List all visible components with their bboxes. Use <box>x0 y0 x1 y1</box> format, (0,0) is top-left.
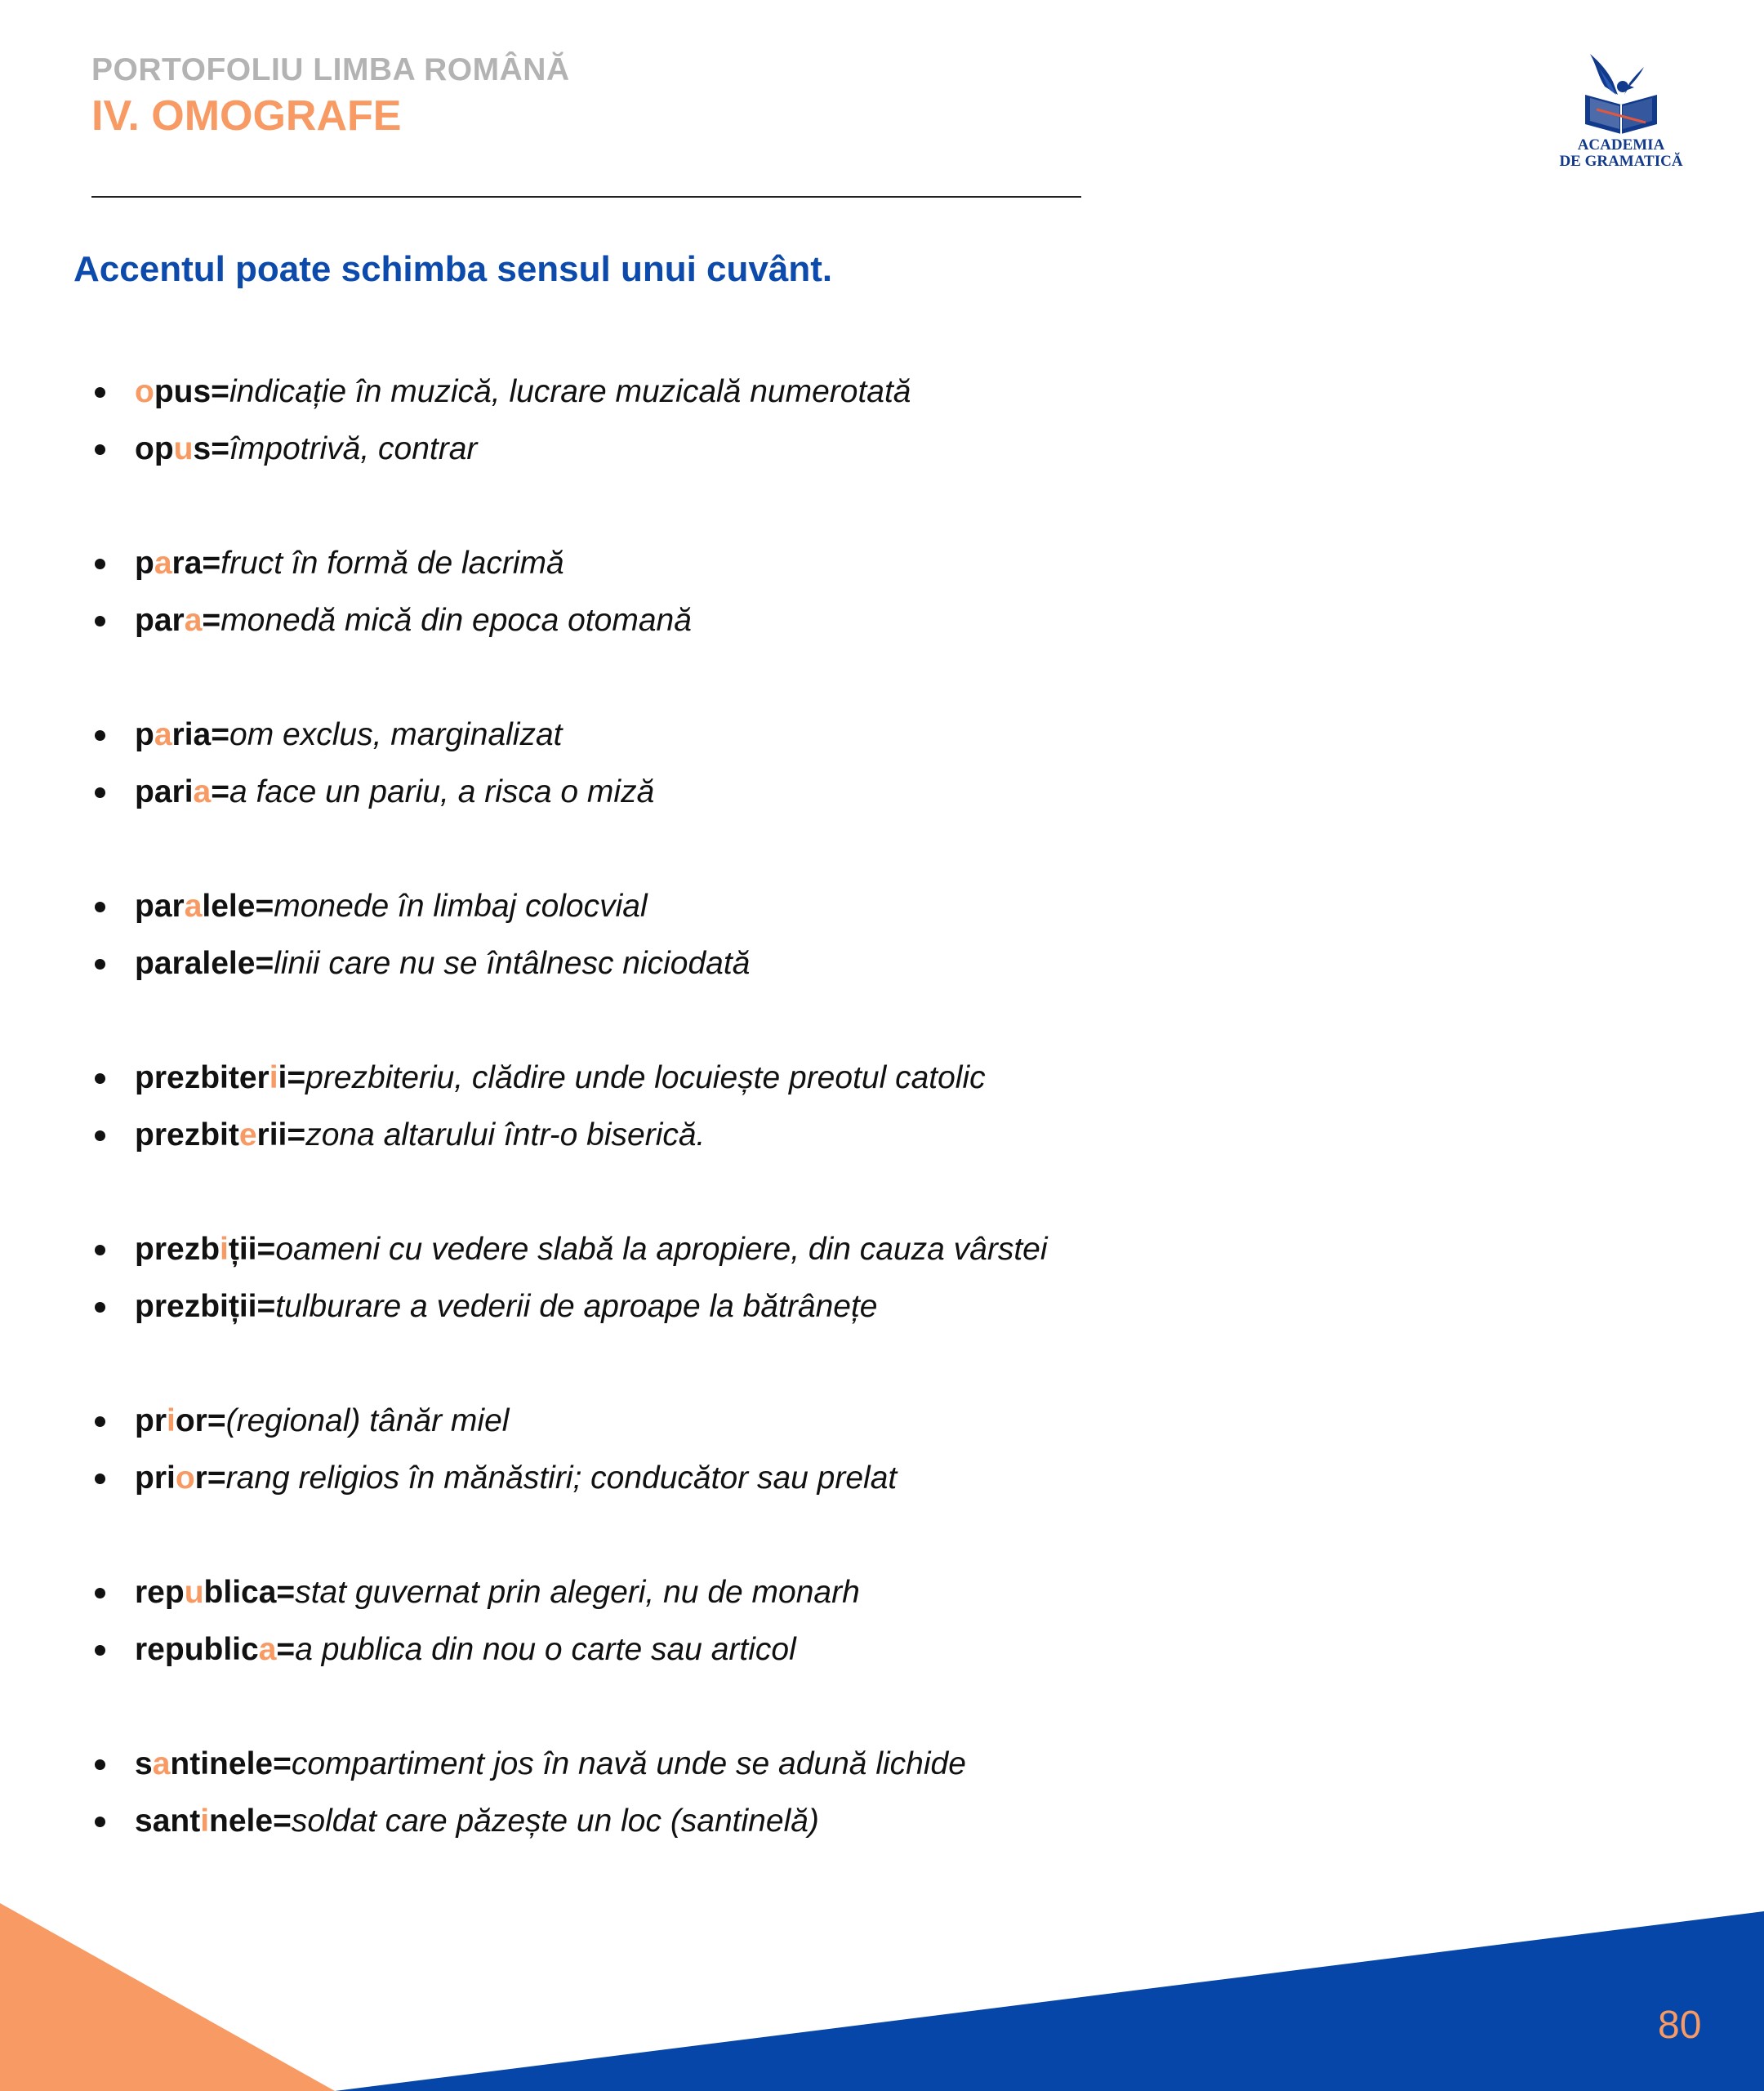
bullet-icon <box>95 444 105 455</box>
entry-definition: rang religios în mănăstiri; conducător sau prelat <box>225 1460 898 1496</box>
list-item: prior = rang religios în mănăstiri; conducător sau prelat <box>91 1450 1643 1507</box>
list-item: santinele = soldat care păzește un loc (santinelă) <box>91 1793 1643 1850</box>
accented-letter: o <box>175 1460 195 1496</box>
entry-word: republica <box>135 1632 277 1667</box>
bullet-icon <box>95 959 105 970</box>
bullet-icon <box>95 1474 105 1484</box>
entry-definition: stat guvernat prin alegeri, nu de monarh <box>295 1575 860 1610</box>
entry-definition: fruct în formă de lacrimă <box>220 546 564 581</box>
bullet-icon <box>95 1073 105 1084</box>
header-divider <box>91 196 1081 198</box>
accented-letter: i <box>200 1803 210 1839</box>
list-item: paria = a face un pariu, a risca o miză <box>91 764 1643 821</box>
list-item: prior = (regional) tânăr miel <box>91 1393 1643 1450</box>
accented-letter: a <box>184 889 203 924</box>
accented-letter: a <box>152 1746 171 1781</box>
entry-word: santinele <box>135 1803 274 1839</box>
bullet-icon <box>95 730 105 741</box>
bullet-icon <box>95 1588 105 1598</box>
entry-word: santinele <box>135 1746 274 1781</box>
list-item: paralele = monede în limbaj colocvial <box>91 878 1643 935</box>
bullet-icon <box>95 1416 105 1427</box>
entry-definition: împotrivă, contrar <box>229 431 478 466</box>
bullet-icon <box>95 559 105 569</box>
bullet-icon <box>95 1130 105 1141</box>
entry-word: paria <box>135 774 212 809</box>
list-item: paralele = linii care nu se întâlnesc niciodată <box>91 935 1643 992</box>
list-item: prezbiții = oameni cu vedere slabă la apropiere, din cauza vârstei <box>91 1221 1643 1278</box>
entry-word: prezbiterii <box>135 1060 287 1095</box>
eagle-book-icon <box>1580 49 1662 135</box>
footer-blue-shape <box>335 1911 1764 2091</box>
logo-text-line2: DE GRAMATICĂ <box>1559 153 1683 170</box>
page-number: 80 <box>1658 2004 1702 2047</box>
entry-definition: linii care nu se întâlnesc niciodată <box>274 946 751 981</box>
subtitle: Accentul poate schimba sensul unui cuvânt. <box>74 249 833 289</box>
entry-definition: monede în limbaj colocvial <box>274 889 648 924</box>
entry-word: prezbiții <box>135 1289 257 1324</box>
bullet-icon <box>95 1817 105 1827</box>
footer-decoration <box>0 1903 1764 2091</box>
list-item: republica = a publica din nou o carte sau articol <box>91 1621 1643 1679</box>
entry-definition: a face un pariu, a risca o miză <box>229 774 655 809</box>
entry-word: para <box>135 603 203 638</box>
accented-letter: a <box>193 774 212 809</box>
entry-word: prezbiterii <box>135 1117 287 1153</box>
academy-logo <box>1548 49 1695 172</box>
homograph-list <box>91 363 1643 1850</box>
entry-word: opus <box>135 374 212 409</box>
accented-letter: i <box>220 1232 229 1267</box>
list-item: prezbiterii = prezbiteriu, clădire unde locuiește preotul catolic <box>91 1050 1643 1107</box>
entry-definition: a publica din nou o carte sau articol <box>295 1632 796 1667</box>
accented-letter: a <box>184 603 203 638</box>
entry-word: prior <box>135 1403 207 1438</box>
entry-definition: zona altarului într-o biserică. <box>305 1117 706 1153</box>
entry-definition: oameni cu vedere slabă la apropiere, din cauza vârstei <box>275 1232 1048 1267</box>
entry-definition: indicație în muzică, lucrare muzicală numerotată <box>229 374 911 409</box>
entry-word: paria <box>135 717 212 752</box>
entry-definition: tulburare a vederii de aproape la bătrânețe <box>275 1289 878 1324</box>
accented-letter: a <box>154 546 172 581</box>
accented-letter: u <box>184 1575 204 1610</box>
list-item: republica = stat guvernat prin alegeri, nu de monarh <box>91 1564 1643 1621</box>
accented-letter: i <box>167 1403 176 1438</box>
logo-text <box>1548 137 1695 170</box>
accented-letter: u <box>173 431 194 466</box>
list-item: paria = om exclus, marginalizat <box>91 707 1643 764</box>
logo-text-line1: ACADEMIA <box>1577 136 1665 154</box>
entry-word: paralele <box>135 889 256 924</box>
bullet-icon <box>95 1645 105 1656</box>
accented-letter: i <box>269 1060 278 1095</box>
accented-letter: e <box>238 1117 257 1153</box>
bullet-icon <box>95 616 105 626</box>
bullet-icon <box>95 1302 105 1313</box>
entry-word: prezbiții <box>135 1232 257 1267</box>
entry-definition: om exclus, marginalizat <box>229 717 563 752</box>
bullet-icon <box>95 387 105 398</box>
entry-word: republica <box>135 1575 277 1610</box>
entry-word: para <box>135 546 203 581</box>
list-item: para = fruct în formă de lacrimă <box>91 535 1643 592</box>
list-item: prezbiții = tulburare a vederii de aproape la bătrânețe <box>91 1278 1643 1335</box>
entry-definition: soldat care păzește un loc (santinelă) <box>291 1803 819 1839</box>
bullet-icon <box>95 1245 105 1255</box>
accented-letter: o <box>135 374 154 409</box>
list-item: opus = împotrivă, contrar <box>91 421 1643 478</box>
accented-letter: a <box>154 717 172 752</box>
entry-definition: compartiment jos în navă unde se adună lichide <box>291 1746 966 1781</box>
list-item: santinele = compartiment jos în navă unde se adună lichide <box>91 1736 1643 1793</box>
entry-word: opus <box>135 431 212 466</box>
section-title: IV. OMOGRAFE <box>91 92 402 140</box>
list-item: prezbiterii = zona altarului într-o biserică. <box>91 1107 1643 1164</box>
bullet-icon <box>95 902 105 912</box>
bullet-icon <box>95 787 105 798</box>
bullet-icon <box>95 1759 105 1770</box>
entry-word: paralele <box>135 946 256 981</box>
list-item: para = monedă mică din epoca otomană <box>91 592 1643 649</box>
portfolio-kicker: PORTOFOLIU LIMBA ROMÂNĂ <box>91 52 570 87</box>
accented-letter: a <box>258 1632 277 1667</box>
entry-word: prior <box>135 1460 207 1496</box>
footer-orange-shape <box>0 1903 335 2091</box>
list-item: opus = indicație în muzică, lucrare muzicală numerotată <box>91 363 1643 421</box>
entry-definition: monedă mică din epoca otomană <box>220 603 692 638</box>
entry-definition: (regional) tânăr miel <box>225 1403 510 1438</box>
entry-definition: prezbiteriu, clădire unde locuiește preotul catolic <box>305 1060 986 1095</box>
